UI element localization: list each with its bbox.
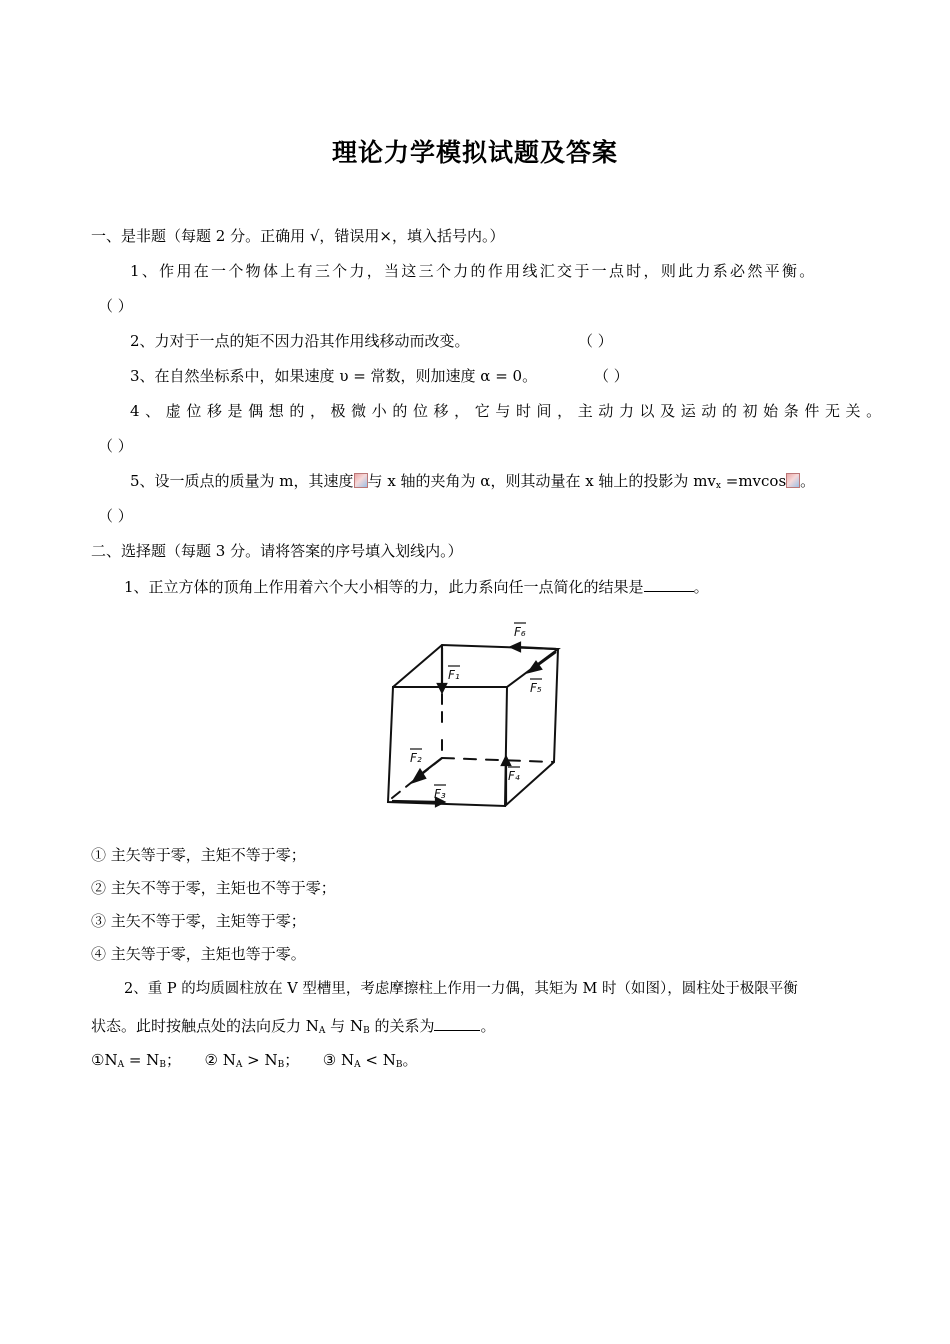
opt2-sub-a: A <box>235 1060 243 1070</box>
mc-q2-options <box>91 1050 418 1075</box>
label-f2: F₂ <box>410 751 422 765</box>
tf-answer-paren-3: （ ） <box>594 367 629 385</box>
mc-option-3: ③ 主矢不等于零，主矩等于零； <box>91 912 306 930</box>
mc-option-2: ② 主矢不等于零，主矩也不等于零； <box>91 879 336 897</box>
section2-header: 二、选择题（每题 3 分。请将答案的序号填入划线内。） <box>91 542 463 560</box>
mc-q1-end: 。 <box>693 578 709 596</box>
arrowhead-f6 <box>511 643 520 651</box>
q2-sub-b: B <box>363 1026 370 1036</box>
opt3-sub-b: B <box>395 1060 403 1070</box>
label-f3: F₃ <box>434 787 446 801</box>
q2-end: 。 <box>480 1017 496 1035</box>
tf-question-4: 4、虚位移是偶想的，极微小的位移，它与时间，主动力以及运动的初始条件无关。 <box>130 402 887 420</box>
opt3-b: < N <box>360 1051 396 1069</box>
opt3-sub-a: A <box>354 1060 361 1070</box>
opt1-c: ； <box>165 1051 181 1069</box>
q5-text-part3: =mvcos <box>720 472 787 490</box>
answer-blank-2 <box>434 1016 480 1031</box>
opt1-sub-a: A <box>117 1060 125 1070</box>
section1-header: 一、是非题（每题 2 分。正确用 √，错误用×，填入括号内。） <box>91 227 505 245</box>
answer-blank-1 <box>644 577 694 592</box>
opt1-a: ①N <box>91 1051 118 1069</box>
opt2-c: ； <box>284 1051 300 1069</box>
q2-sub-a: A <box>318 1026 326 1036</box>
page-title: 理论力学模拟试题及答案 <box>331 138 618 167</box>
alpha-formula-image <box>786 473 800 488</box>
q2-text-b: 与 N <box>325 1017 364 1035</box>
cube-hidden-bottom-edge <box>442 758 554 762</box>
opt3-a: ③ N <box>322 1051 355 1069</box>
tf-question-5 <box>130 471 815 496</box>
label-f1: F₁ <box>448 668 460 682</box>
force-arrow-f3 <box>392 801 440 802</box>
tf-answer-paren-5: （ ） <box>98 507 133 525</box>
mc-question-2-line2 <box>91 1016 496 1041</box>
mc-question-1 <box>124 577 709 597</box>
label-f4: F₄ <box>508 769 520 783</box>
opt2-b: > N <box>242 1051 278 1069</box>
mc-q1-text: 1、正立方体的顶角上作用着六个大小相等的力，此力系向任一点简化的结果是 <box>124 578 644 596</box>
opt1-b: = N <box>124 1051 160 1069</box>
label-f5: F₅ <box>530 681 542 695</box>
mc-option-4: ④ 主矢等于零，主矩也等于零。 <box>91 945 306 963</box>
tf-answer-paren-1: （ ） <box>98 297 133 315</box>
cube-front-face <box>388 687 507 806</box>
opt2-a: ② N <box>204 1051 236 1069</box>
q5-text-part2: 与 x 轴的夹角为 α，则其动量在 x 轴上的投影为 mv <box>367 472 716 490</box>
tf-question-1: 1、作用在一个物体上有三个力，当这三个力的作用线汇交于一点时，则此力系必然平衡。 <box>130 262 817 280</box>
q2-text-a: 状态。此时按触点处的法向反力 N <box>91 1017 319 1035</box>
q5-subscript-x: x <box>715 481 721 491</box>
opt3-c: 。 <box>402 1051 418 1069</box>
mc-question-2-line1: 2、重 P 的均质圆柱放在 V 型槽里，考虑摩擦柱上作用一力偶，其矩为 M 时（如图），圆柱处于极限平衡 <box>124 981 798 997</box>
q5-text-end: 。 <box>800 472 816 490</box>
arrowhead-f4 <box>502 757 510 765</box>
mc-option-1: ① 主矢等于零，主矩不等于零； <box>91 846 306 864</box>
tf-question-3: 3、在自然坐标系中，如果速度 υ = 常数，则加速度 α = 0。 <box>130 367 538 385</box>
velocity-vector-image <box>354 473 368 488</box>
q2-text-c: 的关系为 <box>369 1017 435 1035</box>
tf-question-2: 2、力对于一点的矩不因力沿其作用线移动而改变。 <box>130 332 470 350</box>
opt2-sub-b: B <box>277 1060 285 1070</box>
q5-text-part1: 5、设一质点的质量为 m，其速度 <box>130 472 354 490</box>
tf-answer-paren-4: （ ） <box>98 437 133 455</box>
cube-force-diagram <box>380 612 570 812</box>
tf-answer-paren-2: （ ） <box>578 332 613 350</box>
label-f6: F₆ <box>514 625 526 639</box>
opt1-sub-b: B <box>159 1060 166 1070</box>
arrowhead-f1 <box>438 684 446 692</box>
